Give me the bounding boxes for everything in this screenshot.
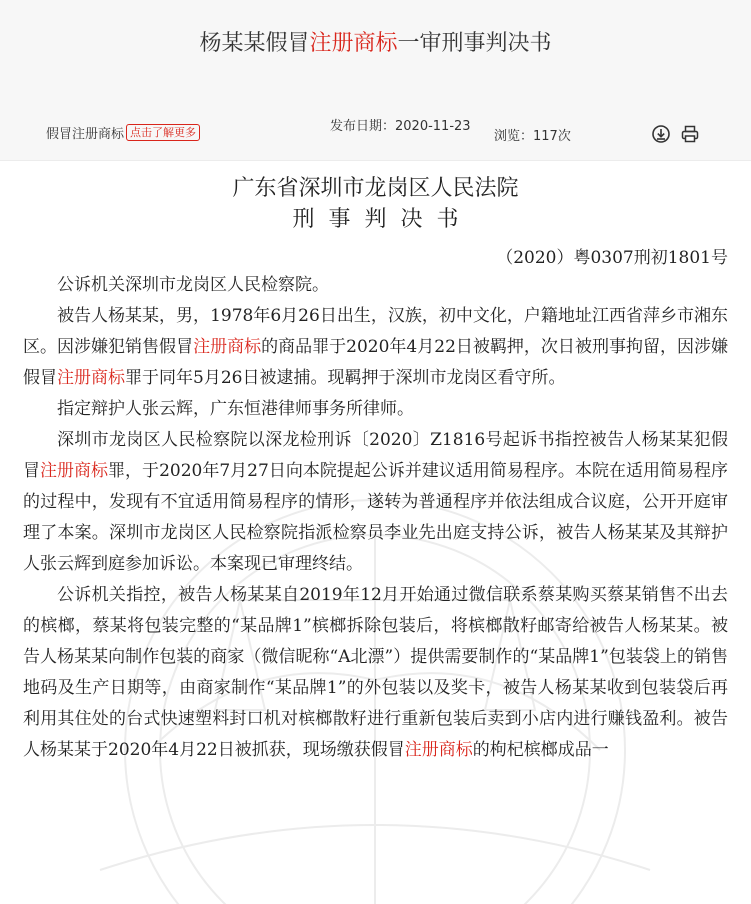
- paragraph: [23, 301, 728, 394]
- keyword-link[interactable]: 注册商标: [40, 461, 109, 481]
- title-suffix: 一审刑事判决书: [397, 31, 552, 56]
- judgment-body: [23, 270, 728, 766]
- paragraph-text: 罪，于2020年7月27日向本院提起公诉并建议适用简易程序。本院在适用简易程序的过程中，发现有不宜适用简易程序的情形，遂转为普通程序并依法组成合议庭，公开开庭审理了本案。深圳市龙岗区人民检察院指派检察员李业先出庭支持公诉，被告人杨某某及其辩护人张云辉到庭参加诉讼。本案现已审理终结。: [23, 461, 729, 574]
- page-title: [0, 26, 751, 57]
- title-prefix: 杨某某假冒: [199, 31, 310, 56]
- publish-date: 发布日期：2020-11-23: [330, 119, 471, 134]
- document-type: 刑事判决书: [292, 207, 473, 232]
- paragraph-text: 公诉机关指控，被告人杨某某自2019年12月开始通过微信联系蔡某购买蔡某销售不出去的槟榔，蔡某将包装完整的“某品牌1”槟榔拆除包装后，将槟榔散籽邮寄给被告人杨某某。被告人杨某某向制作包装的商家（微信昵称“A北漂”）提供需要制作的“某品牌1”包装袋上的销售地码及生产日期等，由商家制作“某品牌1”的外包装以及奖卡，被告人杨某某收到包装袋后再利用其住处的台式快速塑料封口机对槟榔散籽进行重新包装后卖到小店内进行赚钱盈利。被告人杨某某于2020年4月22日被抓获，现场缴获假冒: [23, 585, 728, 760]
- title-keyword-link[interactable]: 注册商标: [309, 31, 398, 56]
- view-count: 浏览：117次: [494, 129, 571, 144]
- paragraph-text: 的商品罪于2020年4月22日被羁押，次日被刑事拘留，因涉嫌假冒: [23, 337, 729, 388]
- court-name: 广东省深圳市龙岗区人民法院: [232, 176, 519, 201]
- keyword-link[interactable]: 注册商标: [57, 368, 125, 388]
- download-icon[interactable]: [651, 124, 671, 144]
- case-number: （2020）粤0307刑初1801号: [496, 248, 728, 268]
- category-tag: [46, 123, 200, 142]
- print-icon[interactable]: [680, 124, 700, 144]
- article-header: [0, 0, 751, 161]
- paragraph-text: 深圳市龙岗区人民检察院以深龙检刑诉〔2020〕Z1816号起诉书指控被告人杨某某犯假冒: [23, 430, 728, 481]
- paragraph: [23, 270, 728, 301]
- paragraph: [23, 394, 728, 425]
- paragraph-text: 公诉机关深圳市龙岗区人民检察院。: [57, 275, 329, 295]
- category-label: 假冒注册商标: [46, 127, 125, 142]
- learn-more-button[interactable]: 点击了解更多: [126, 124, 200, 141]
- keyword-link[interactable]: 注册商标: [404, 740, 473, 760]
- paragraph-text: 指定辩护人张云辉，广东恒港律师事务所律师。: [57, 399, 414, 419]
- paragraph-text: 被告人杨某某，男，1978年6月26日出生，汉族，初中文化，户籍地址江西省萍乡市湘东区。因涉嫌犯销售假冒: [23, 306, 728, 357]
- paragraph-text: 的枸杞槟榔成品一: [472, 740, 609, 760]
- paragraph-text: 罪于同年5月26日被逮捕。现羁押于深圳市龙岗区看守所。: [125, 368, 566, 388]
- paragraph: [23, 580, 728, 766]
- paragraph: [23, 425, 728, 580]
- keyword-link[interactable]: 注册商标: [193, 337, 262, 357]
